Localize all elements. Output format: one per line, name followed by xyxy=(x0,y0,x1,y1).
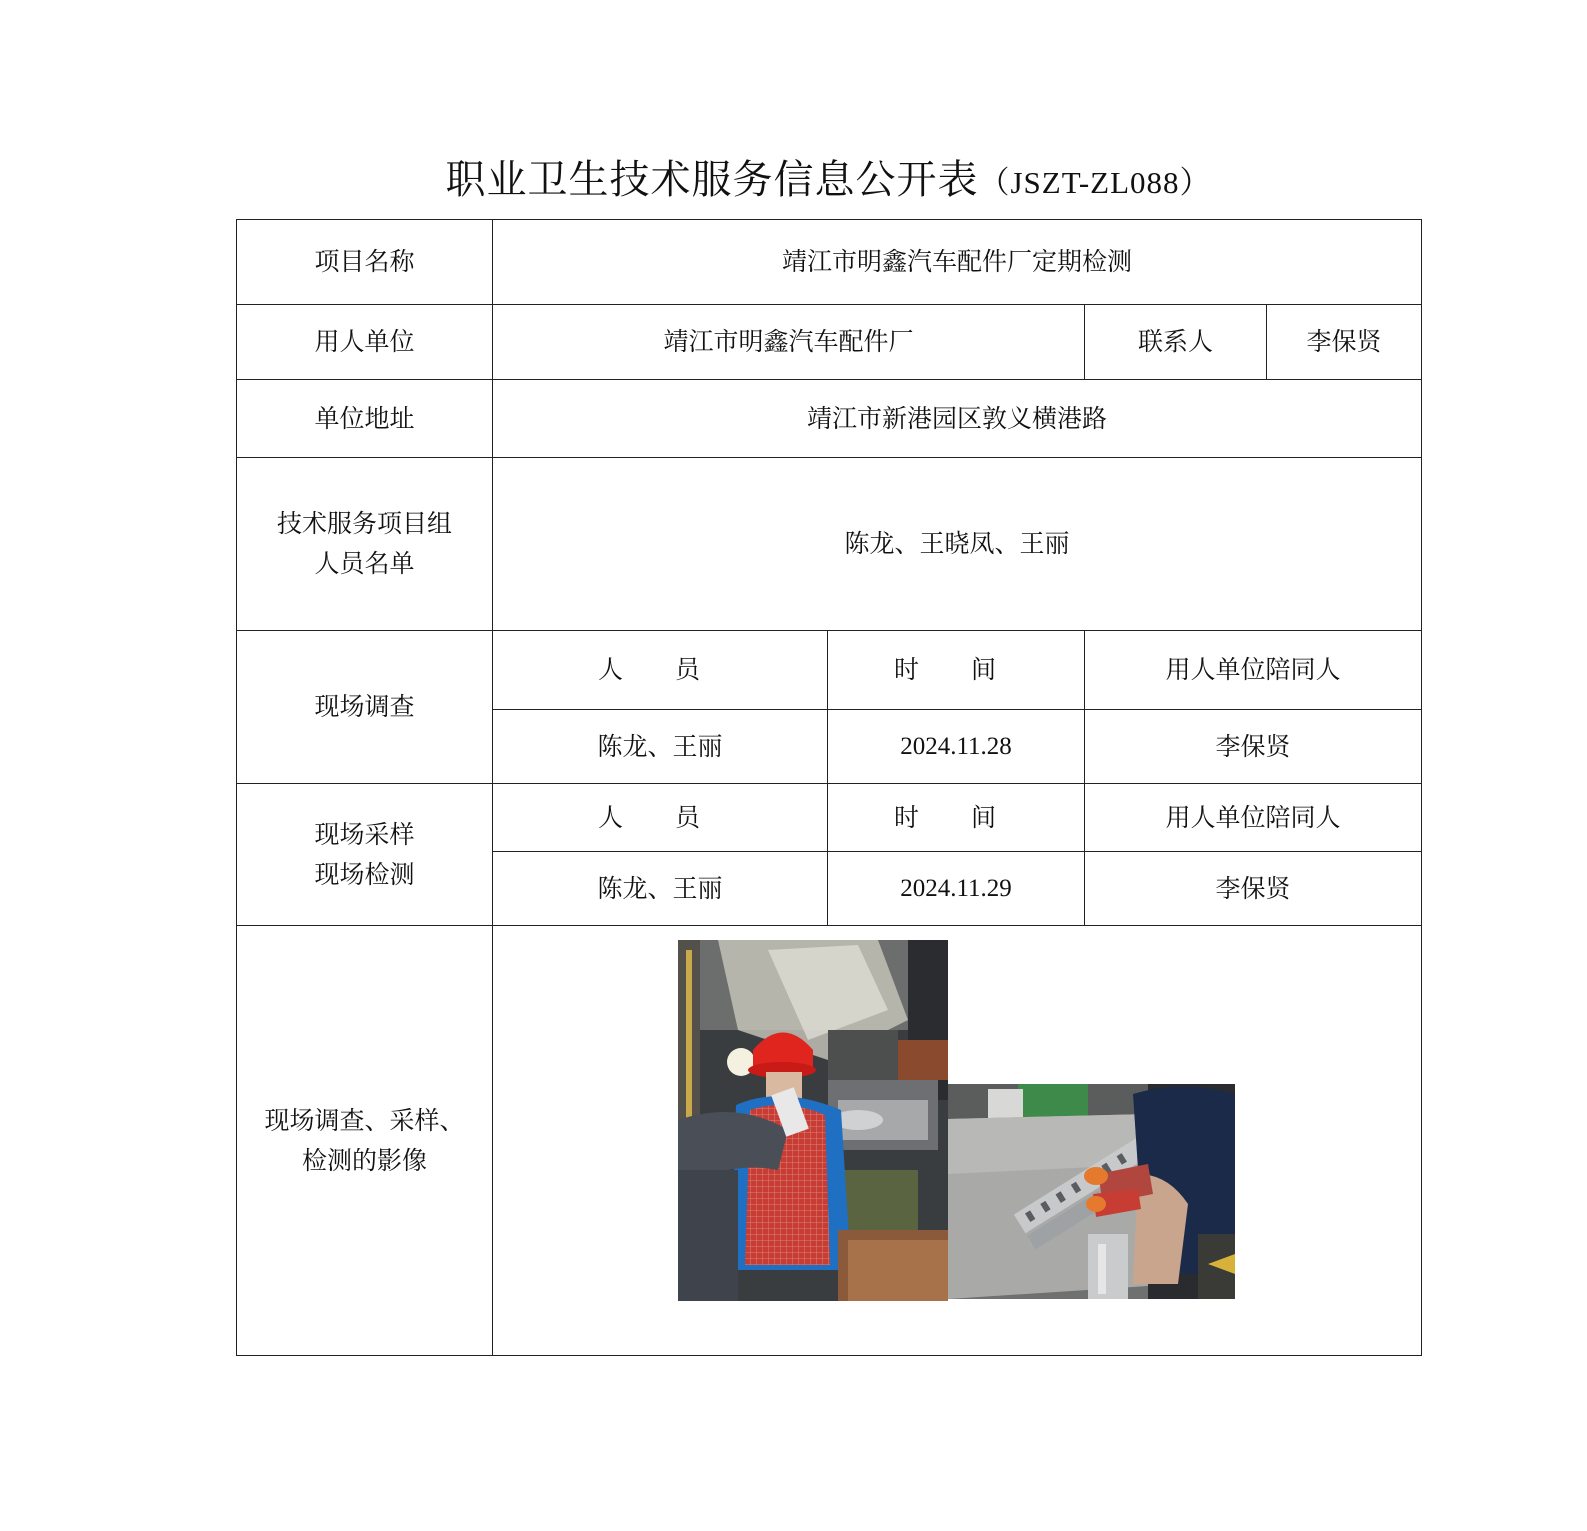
contact-label: 联系人 xyxy=(1085,305,1267,380)
images-label xyxy=(237,926,493,1356)
sampling-personnel: 陈龙、王丽 xyxy=(493,852,828,926)
row-images xyxy=(237,926,1422,1356)
survey-personnel: 陈龙、王丽 xyxy=(493,710,828,784)
sampling-label xyxy=(237,784,493,926)
row-sampling-header xyxy=(237,784,1422,852)
info-table xyxy=(236,219,1422,1356)
title-code: （JSZT-ZL088） xyxy=(978,165,1212,200)
sampling-time: 2024.11.29 xyxy=(828,852,1085,926)
team-label-line1: 技术服务项目组 xyxy=(276,509,452,538)
photo-site-survey xyxy=(678,940,948,1301)
sampling-label-line1: 现场采样 xyxy=(314,819,415,849)
contact-value: 李保贤 xyxy=(1267,305,1422,380)
row-survey-header xyxy=(237,631,1422,710)
images-label-line1: 现场调查、采样、 xyxy=(264,1105,465,1135)
images-cell xyxy=(493,926,1422,1356)
row-employer xyxy=(237,305,1422,380)
project-name-label: 项目名称 xyxy=(237,220,493,305)
title-main: 职业卫生技术服务信息公开表 xyxy=(445,157,979,203)
team-value: 陈龙、王晓凤、王丽 xyxy=(493,458,1422,631)
row-project-name xyxy=(237,220,1422,305)
survey-time: 2024.11.28 xyxy=(828,710,1085,784)
survey-header-time: 时 间 xyxy=(828,631,1085,710)
sampling-escort: 李保贤 xyxy=(1085,852,1422,926)
photo-site-sampling xyxy=(948,1084,1235,1299)
sampling-header-personnel: 人 员 xyxy=(493,784,828,852)
survey-header-escort: 用人单位陪同人 xyxy=(1085,631,1422,710)
photo-group xyxy=(678,940,1235,1301)
employer-label: 用人单位 xyxy=(237,305,493,380)
sampling-header-time: 时 间 xyxy=(828,784,1085,852)
row-address xyxy=(237,380,1422,458)
address-value: 靖江市新港园区敦义横港路 xyxy=(493,380,1422,458)
address-label: 单位地址 xyxy=(237,380,493,458)
document-title xyxy=(236,150,1421,210)
row-team xyxy=(237,458,1422,631)
images-label-line2: 检测的影像 xyxy=(301,1145,427,1175)
survey-header-personnel: 人 员 xyxy=(493,631,828,710)
sampling-header-escort: 用人单位陪同人 xyxy=(1085,784,1422,852)
team-label-line2: 人员名单 xyxy=(314,549,415,578)
survey-label: 现场调查 xyxy=(237,631,493,784)
team-label xyxy=(237,458,493,631)
survey-escort: 李保贤 xyxy=(1085,710,1422,784)
employer-value: 靖江市明鑫汽车配件厂 xyxy=(493,305,1085,380)
project-name-value: 靖江市明鑫汽车配件厂定期检测 xyxy=(493,220,1422,305)
sampling-label-line2: 现场检测 xyxy=(314,859,415,889)
